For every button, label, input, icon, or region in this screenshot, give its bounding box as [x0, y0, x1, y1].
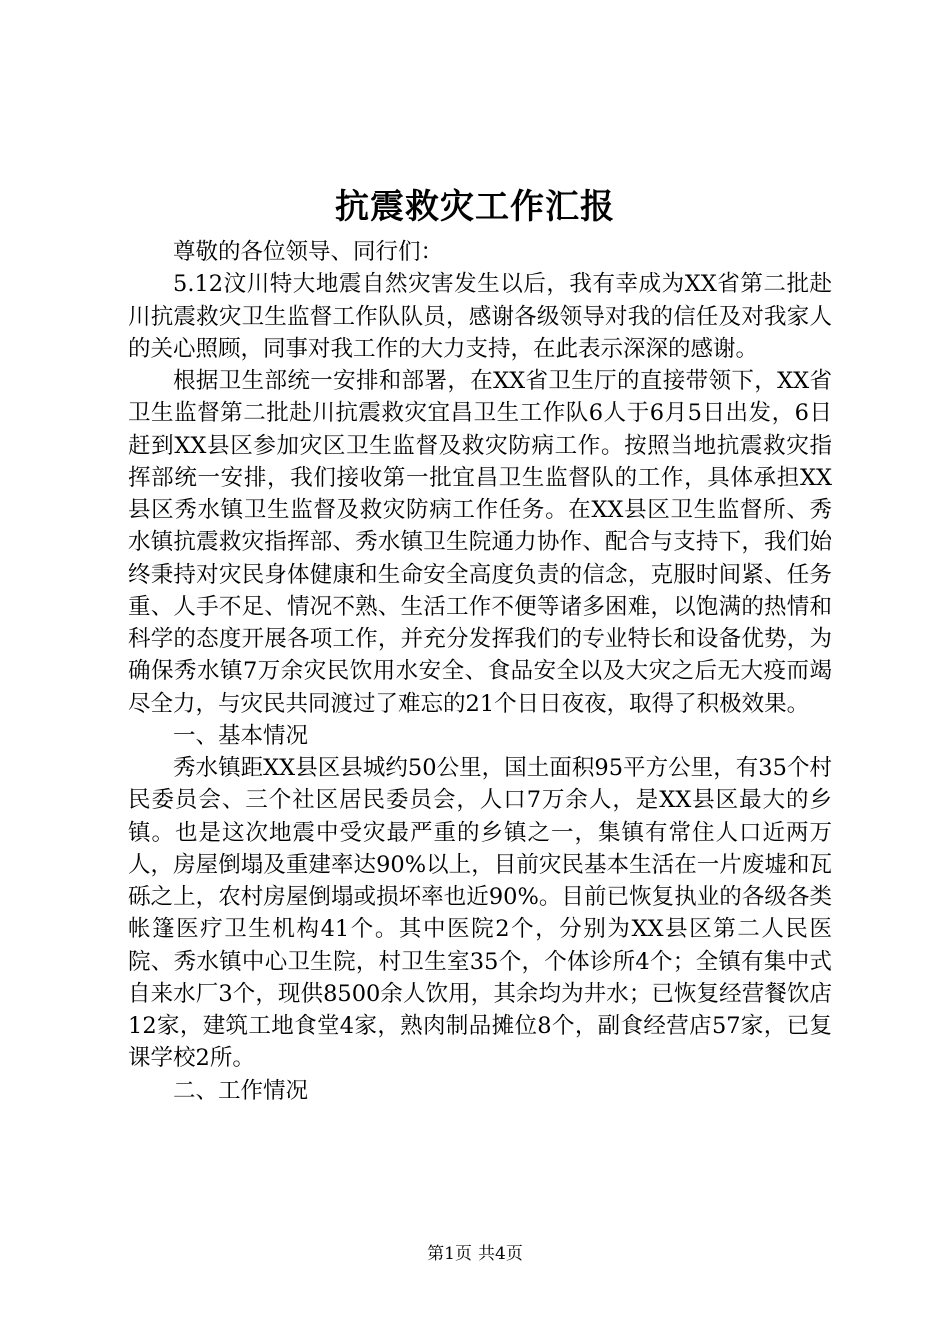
salutation-paragraph: 尊敬的各位领导、同行们： — [173, 239, 444, 265]
total-pages: 共4页 — [478, 1244, 523, 1264]
basic-situation-paragraph: 秀水镇距XX县区县城约50公里，国土面积95平方公里，有35个村民委员会、三个社区居民委员会，人口7万余人，是XX县区最大的乡镇。也是这次地震中受灾最严重的乡镇之一，集镇有常住人口近两万人，房屋倒塌及重建率达90%以上，目前灾民基本生活在一片废墟和瓦砾之上，农村房屋倒塌或损坏率也近90%。目前已恢复执业的各级各类帐篷医疗卫生机构41个。其中医院2个，分别为XX县区第二人民医院、秀水镇中心卫生院，村卫生室35个，个体诊所4个；全镇有集中式自来水厂3个，现供8500余人饮用，其余均为井水；已恢复经营餐饮店12家，建筑工地食堂4家，熟肉制品摊位8个，副食经营店57家，已复课学校2所。 — [128, 755, 832, 1072]
section-heading-work-situation: 二、工作情况 — [173, 1077, 309, 1104]
intro-paragraph: 5.12汶川特大地震自然灾害发生以后，我有幸成为XX省第二批赴川抗震救灾卫生监督工作队队员，感谢各级领导对我的信任及对我家人的关心照顾，同事对我工作的大力支持，在此表示深深的感谢。 — [128, 271, 832, 362]
section-heading-basic-situation: 一、基本情况 — [173, 722, 309, 749]
deployment-paragraph: 根据卫生部统一安排和部署，在XX省卫生厅的直接带领下，XX省卫生监督第二批赴川抗震救灾宜昌卫生工作队6人于6月5日出发，6日赶到XX县区参加灾区卫生监督及救灾防病工作。按照当地抗震救灾指挥部统一安排，我们接收第一批宜昌卫生监督队的工作，具体承担XX县区秀水镇卫生监督及救灾防病工作任务。在XX县区卫生监督所、秀水镇抗震救灾指挥部、秀水镇卫生院通力协作、配合与支持下，我们始终秉持对灾民身体健康和生命安全高度负责的信念，克服时间紧、任务重、人手不足、情况不熟、生活工作不便等诸多困难，以饱满的热情和科学的态度开展各项工作，并充分发挥我们的专业特长和设备优势，为确保秀水镇7万余灾民饮用水安全、食品安全以及大灾之后无大疫而竭尽全力，与灾民共同渡过了难忘的21个日日夜夜，取得了积极效果。 — [128, 368, 832, 717]
document-title: 抗震救灾工作汇报 — [335, 187, 615, 227]
page-number: 第1页 — [427, 1244, 472, 1264]
document-body — [128, 236, 832, 1107]
page-footer — [0, 1242, 950, 1266]
